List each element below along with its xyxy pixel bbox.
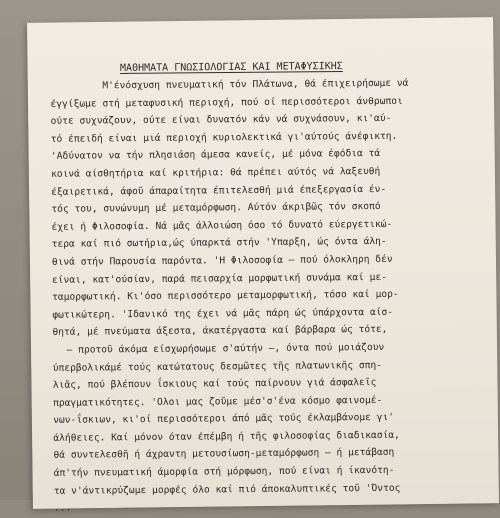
text-line: έχει ή Φιλοσοφία. Νά μᾶς άλλοιώση όσο τό δυνατό εύεργετικώ- <box>51 218 393 233</box>
text-line: ... <box>53 502 72 515</box>
text-line: φωτικώτερη. 'Ιδανικό της έχει νά μᾶς πάρη ώς ύπάρχοντα αίσ- <box>52 306 394 321</box>
text-line: — προτοῦ άκόμα είσχωρήσωμε σ'αύτήν —, όντα πού μοιάζουν <box>66 341 385 356</box>
text-line: τερα καί πιό σωτήρια,ώς ύπαρκτά στήν 'Υπαρξη, ώς όντα άλη- <box>51 236 387 251</box>
text-line: είναι, κατ'ούσίαν, παρά πεισαρχία μορφωτική συνάμα καί με- <box>51 271 388 286</box>
text-line: τα ν'άντικρύζωμε μορφές όλο καί πιό άποκαλυπτικές τοῦ 'Όντος <box>53 482 401 497</box>
text-line: ύπερβολικάμέ τούς κατώτατους δεσμῶτες τῆς πλατωνικῆς σπη- <box>52 359 383 374</box>
text-line: πραγματικότητες. 'Ολοι μας ζοῦμε μέσ'σ'ένα κόσμο φαινομέ- <box>53 394 383 409</box>
text-line: κοινά αίσθητήρια καί κριτήρια: θά πρέπει αύτός νά λαξευθή <box>51 165 381 180</box>
text-line: θά συντελεσθῆ ή άχραντη μετουσίωση-μεταμόρφωση — ή μετάβαση <box>53 447 395 462</box>
text-line: άπ'τήν πνευματική άμορφία στή μόρφωση, πού είναι ή ίκανότη- <box>53 464 395 479</box>
text-line: 'Αδύνατον να τήν πλησιάση άμεσα κανείς, μέ μόνα έφόδια τά <box>50 148 381 163</box>
text-line: θινά στήν Παρουσία παρόντα. 'Η Φιλοσοφία — πού όλοκληρη δέν <box>51 253 393 268</box>
text-line: Μ'ένόσχυση πνευματική τόν Πλάτωνα, θά έπιχειρήσωμε νά <box>102 77 409 92</box>
text-line: άλήθειες. Καί μόνον όταν έπέμβη ή τῆς φιλοσοφίας διαδικασία, <box>53 429 400 444</box>
text-line: νων-ΐσκιων, κι'οί περισσότεροι άπό μᾶς τούς έκλαμβάνομε γι' <box>53 412 395 427</box>
document-title: ΜΑΘΗΜΑΤΑ ΓΝΩΣΙΟΛΟΓΙΑΣ ΚΑΙ ΜΕΤΑΦΥΣΙΚΗΣ <box>119 61 343 74</box>
document-body <box>50 44 474 517</box>
text-line: έξαιρετικά, άφοῦ άπαραίτητα έπιτελεσθή μιά έπεξεργασία έν- <box>51 183 387 198</box>
text-line: έγγίξωμε στή μεταφυσική περιοχή, πού οί περισσότεροι άνθρωποι <box>50 95 403 110</box>
text-line: ταμορφωτική. Κι'όσο περισσότερο μεταμορφωτική, τόσο καί μορ- <box>52 288 399 303</box>
text-line: θητά, μέ πνεύματα άξεστα, άκατέργαστα καί βάρβαρα ώς τότε, <box>52 324 388 339</box>
text-line: τό έπειδή είναι μιά περιοχή κυριολεκτικά γι'αύτούς άνέφικτη. <box>50 130 398 145</box>
text-line: λιᾶς, πού βλέπουν ΐσκιους καί τούς παίρνουν γιά άσφαλεῖς <box>52 377 377 391</box>
text-line: τός του, συνώνυμη μέ μεταμόρφωση. Αύτόν άκριβῶς τόν σκοπό <box>51 201 381 215</box>
text-line: ούτε συχνάζουν, ούτε είναι δυνατόν κάν νά συχνάσουν, κι'αύ- <box>50 113 392 128</box>
